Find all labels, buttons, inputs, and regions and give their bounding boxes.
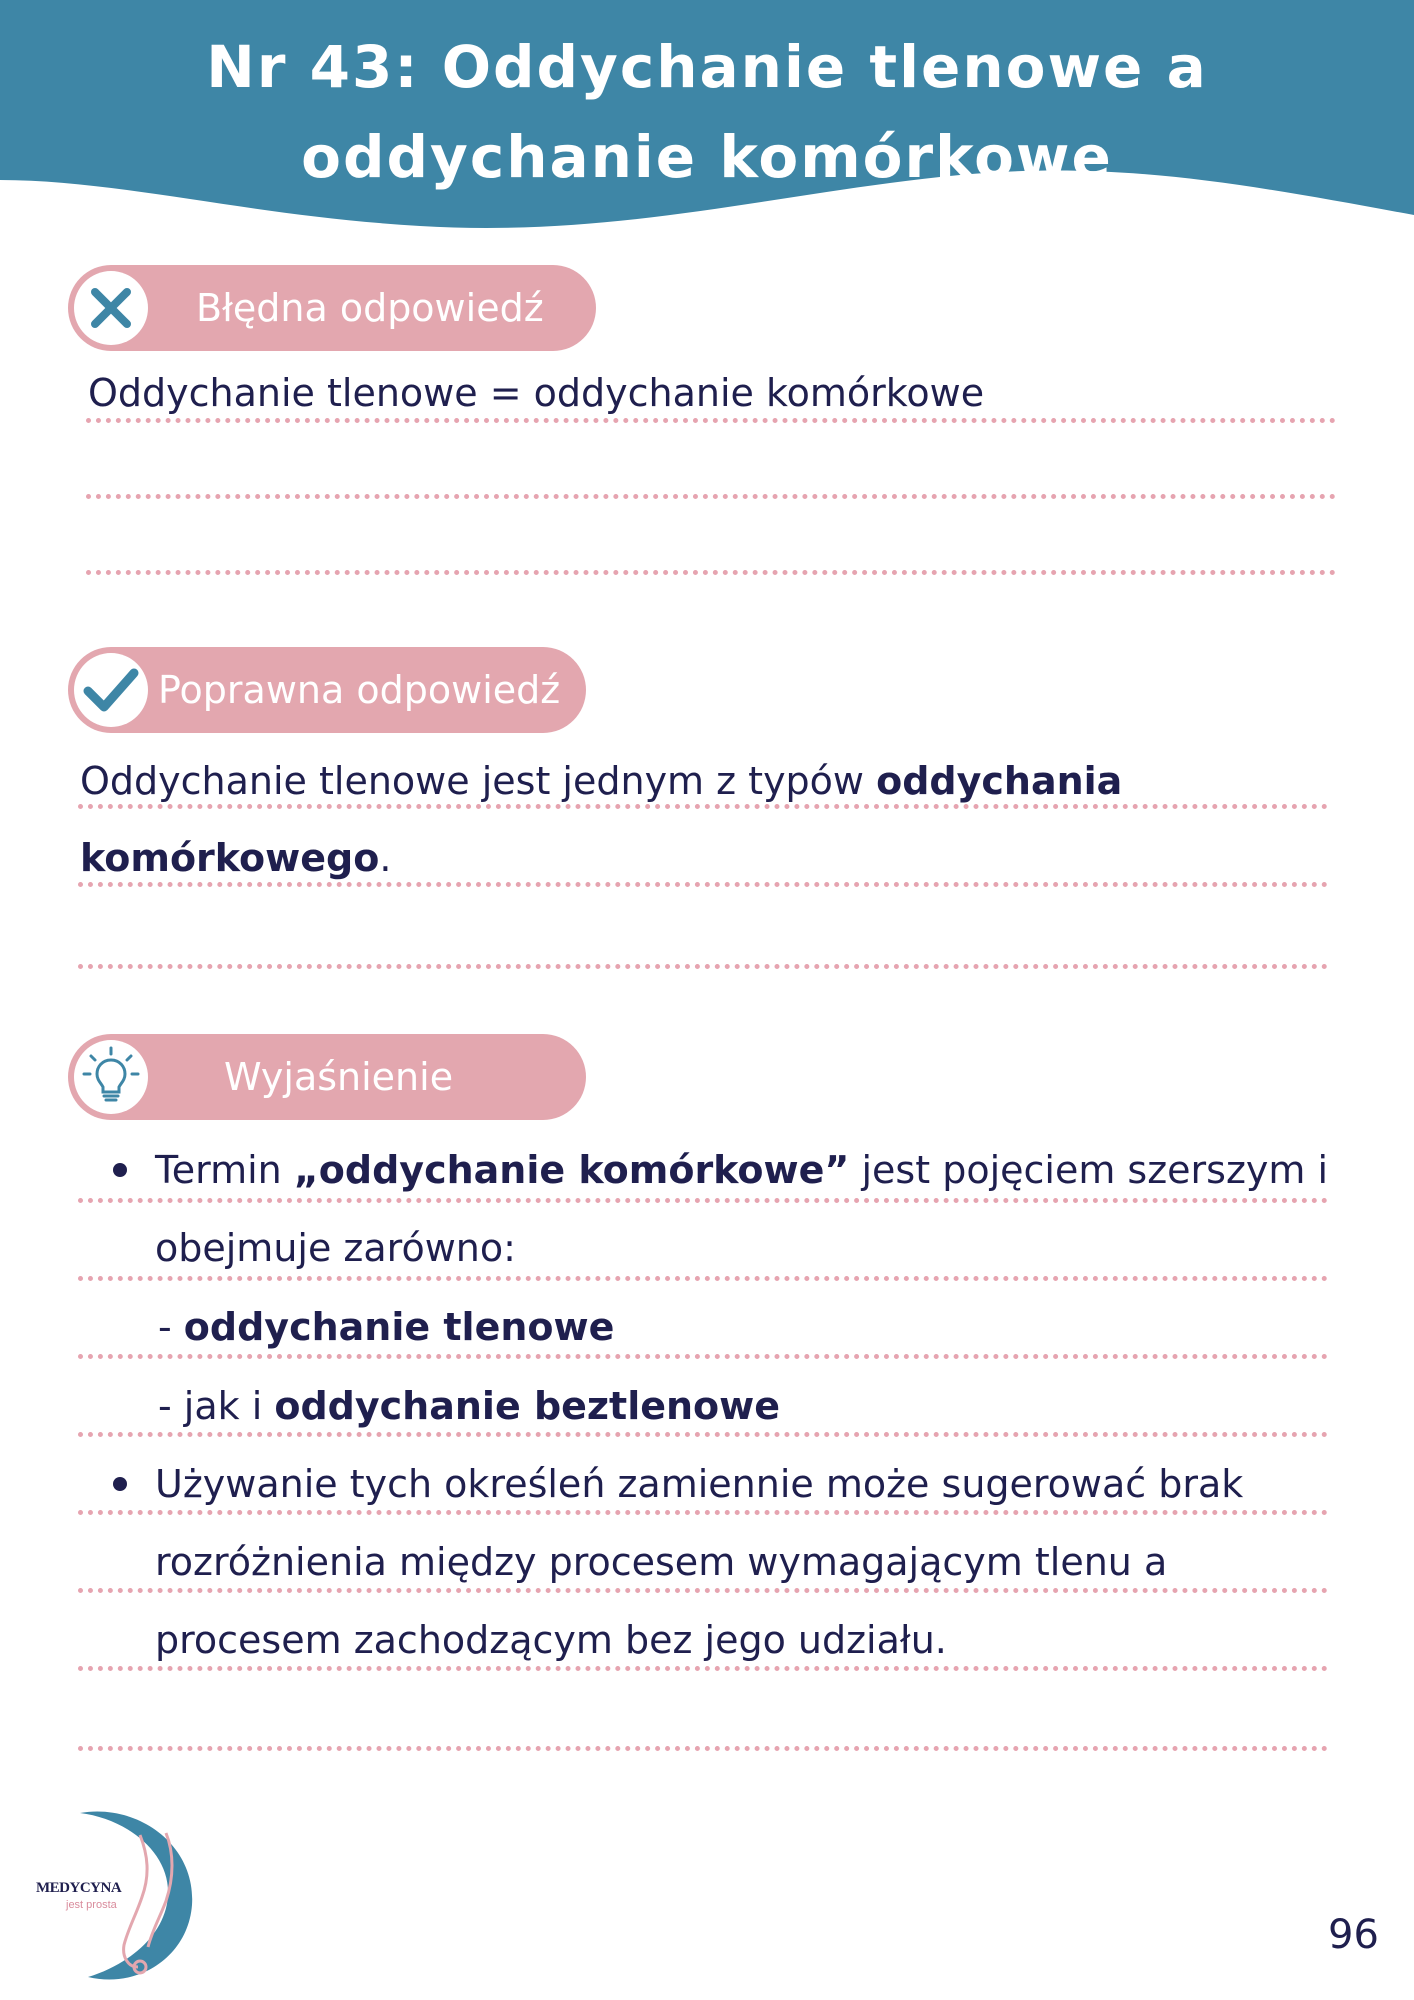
logo-text: MEDYCYNA [36,1880,122,1896]
correct-answer-bold: komórkowego [80,836,380,880]
x-mark-icon [74,271,148,345]
explanation-line-4 [158,1381,780,1431]
page-title [0,22,1414,202]
title-line-2: oddychanie komórkowe [301,123,1113,191]
explanation-bold: „oddychanie komórkowe” [293,1148,850,1192]
correct-answer-text: Oddychanie tlenowe jest jednym z typów [80,759,877,803]
explanation-line-7: procesem zachodzącym bez jego udziału. [155,1618,947,1662]
dotted-line [78,1510,1328,1515]
page-number: 96 [1328,1912,1379,1958]
explanation-line-2: obejmuje zarówno: [155,1226,516,1270]
dotted-line [78,1746,1328,1751]
dotted-line [78,1588,1328,1593]
explanation-label: Wyjaśnienie [224,1055,454,1099]
bullet-point [113,1163,127,1177]
dotted-line [78,1198,1328,1203]
explanation-text: - [158,1305,184,1349]
header-banner [0,0,1414,240]
correct-answer-text: . [379,836,392,880]
explanation-bold: oddychanie beztlenowe [274,1384,781,1428]
explanation-text: jest pojęciem szerszym i [849,1148,1329,1192]
explanation-line-6: rozróżnienia między procesem wymagającym tlenu a [155,1540,1168,1584]
dotted-line [86,418,1336,423]
dotted-line [78,1666,1328,1671]
dotted-line [78,804,1328,809]
dotted-line [78,1432,1328,1437]
dotted-line [78,882,1328,887]
explanation-line-3 [158,1302,614,1352]
correct-answer-line-1 [80,756,1122,806]
explanation-badge [68,1034,586,1120]
explanation-line-5: Używanie tych określeń zamiennie może sugerować brak [155,1462,1244,1506]
wrong-answer-text: Oddychanie tlenowe = oddychanie komórkowe [88,371,985,415]
logo-subtitle: jest prosta [66,1899,117,1911]
lightbulb-icon [74,1040,148,1114]
explanation-bold: oddychanie tlenowe [183,1305,615,1349]
wrong-answer-label: Błędna odpowiedź [196,286,544,330]
correct-answer-label: Poprawna odpowiedź [158,668,561,712]
checkmark-icon [74,653,148,727]
explanation-text: - jak i [158,1384,275,1428]
dotted-line [86,570,1336,575]
explanation-line-1 [155,1145,1328,1195]
correct-answer-badge [68,647,586,733]
dotted-line [86,494,1336,499]
dotted-line [78,964,1328,969]
correct-answer-line-2 [80,833,391,883]
explanation-text: Termin [155,1148,294,1192]
dotted-line [78,1276,1328,1281]
correct-answer-bold: oddychania [876,759,1123,803]
dotted-line [78,1354,1328,1359]
bullet-point [113,1477,127,1491]
title-line-1: Nr 43: Oddychanie tlenowe a [206,33,1208,101]
wrong-answer-badge [68,265,596,351]
